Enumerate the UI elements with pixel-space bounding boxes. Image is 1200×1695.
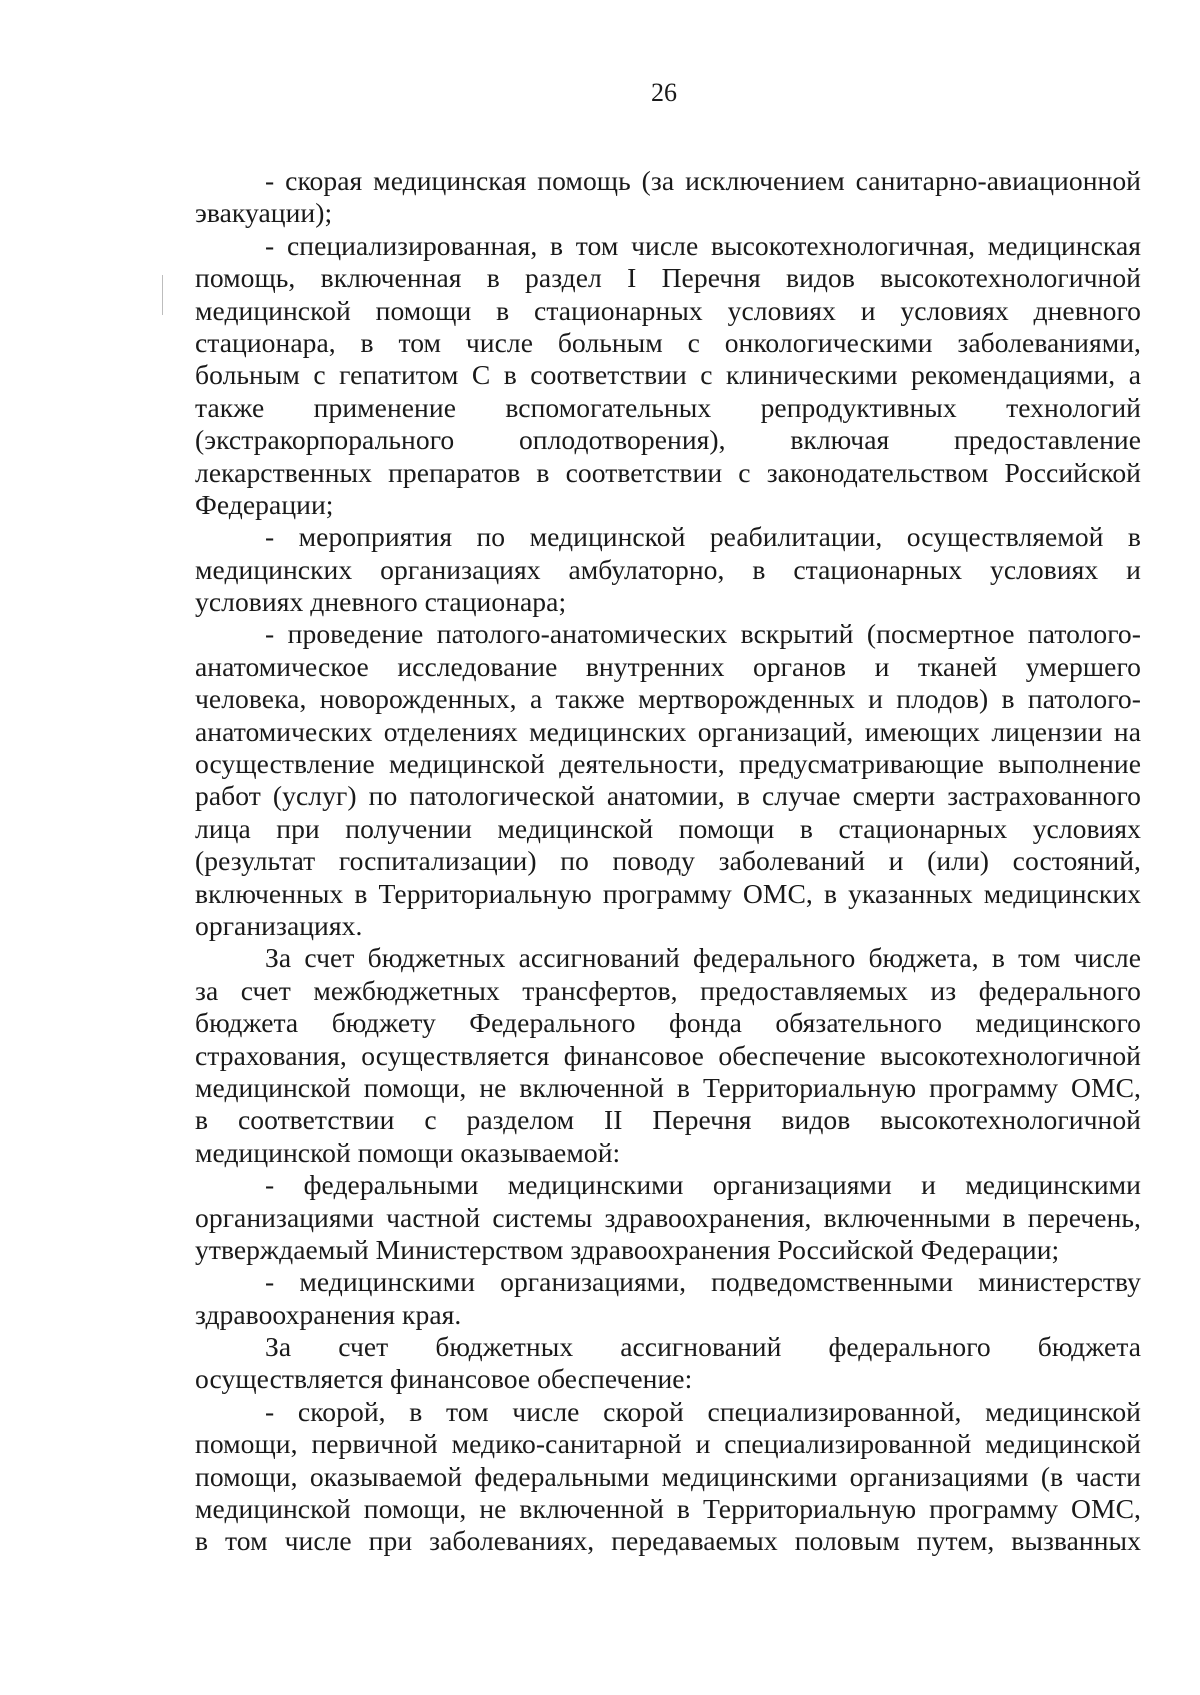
text-line: (экстракорпорального оплодотворения), включая предоставление <box>195 424 1141 456</box>
text-line: - специализированная, в том числе высокотехнологичная, медицинская <box>265 229 1141 261</box>
document-body <box>195 165 1141 1558</box>
text-line: бюджета бюджету Федерального фонда обязательного медицинского <box>195 1007 1141 1039</box>
text-line: анатомических отделениях медицинских организаций, имеющих лицензии на <box>195 715 1141 747</box>
text-line: осуществление медицинской деятельности, предусматривающие выполнение <box>195 748 1141 780</box>
text-line: медицинских организациях амбулаторно, в стационарных условиях и <box>195 553 1141 585</box>
text-line: помощи, оказываемой федеральными медицинскими организациями (в части <box>195 1460 1141 1492</box>
text-line: за счет межбюджетных трансфертов, предоставляемых из федерального <box>195 974 1141 1006</box>
text-line: - медицинскими организациями, подведомственными министерству <box>265 1266 1141 1298</box>
text-line: также применение вспомогательных репродуктивных технологий <box>195 391 1141 423</box>
page-number: 26 <box>651 78 677 107</box>
text-line: медицинской помощи оказываемой: <box>195 1136 621 1168</box>
text-line: эвакуации); <box>195 197 333 229</box>
text-line: в соответствии с разделом II Перечня видов высокотехнологичной <box>195 1104 1141 1136</box>
text-line: помощи, первичной медико-санитарной и специализированной медицинской <box>195 1428 1141 1460</box>
text-line: медицинской помощи в стационарных условиях и условиях дневного <box>195 294 1141 326</box>
text-line: стационара, в том числе больным с онкологическими заболеваниями, <box>195 326 1141 358</box>
text-line: медицинской помощи, не включенной в Территориальную программу ОМС, <box>195 1493 1141 1525</box>
text-line: страхования, осуществляется финансовое обеспечение высокотехнологичной <box>195 1039 1141 1071</box>
text-line: лекарственных препаратов в соответствии с законодательством Российской <box>195 456 1141 488</box>
text-line: человека, новорожденных, а также мертворожденных и плодов) в патолого- <box>195 683 1141 715</box>
text-line: помощь, включенная в раздел I Перечня видов высокотехнологичной <box>195 262 1141 294</box>
text-line: включенных в Территориальную программу ОМС, в указанных медицинских <box>195 877 1141 909</box>
text-line: лица при получении медицинской помощи в стационарных условиях <box>195 812 1141 844</box>
text-line: организациями частной системы здравоохранения, включенными в перечень, <box>195 1201 1141 1233</box>
text-line: утверждаемый Министерством здравоохранения Российской Федерации; <box>195 1233 1060 1265</box>
text-line: условиях дневного стационара; <box>195 586 567 618</box>
text-line: - федеральными медицинскими организациями и медицинскими <box>265 1169 1141 1201</box>
text-line: больным с гепатитом С в соответствии с клиническими рекомендациями, а <box>195 359 1141 391</box>
text-line: анатомическое исследование внутренних органов и тканей умершего <box>195 650 1141 682</box>
text-line: работ (услуг) по патологической анатомии, в случае смерти застрахованного <box>195 780 1141 812</box>
text-line: - мероприятия по медицинской реабилитации, осуществляемой в <box>265 521 1141 553</box>
text-line: - проведение патолого-анатомических вскрытий (посмертное патолого- <box>265 618 1141 650</box>
text-line: Федерации; <box>195 488 334 520</box>
text-line: в том числе при заболеваниях, передаваемых половым путем, вызванных <box>195 1525 1141 1557</box>
text-line: - скорой, в том числе скорой специализированной, медицинской <box>265 1395 1141 1427</box>
text-line: - скорая медицинская помощь (за исключением санитарно-авиационной <box>265 165 1141 196</box>
text-line: организациях. <box>195 909 363 941</box>
text-line: здравоохранения края. <box>195 1298 462 1330</box>
margin-mark <box>162 275 163 315</box>
text-line: медицинской помощи, не включенной в Территориальную программу ОМС, <box>195 1071 1141 1103</box>
text-line: За счет бюджетных ассигнований федерального бюджета, в том числе <box>265 942 1141 974</box>
text-line: осуществляется финансовое обеспечение: <box>195 1363 693 1395</box>
text-line: (результат госпитализации) по поводу заболеваний и (или) состояний, <box>195 845 1141 877</box>
text-line: За счет бюджетных ассигнований федерального бюджета <box>265 1331 1141 1363</box>
